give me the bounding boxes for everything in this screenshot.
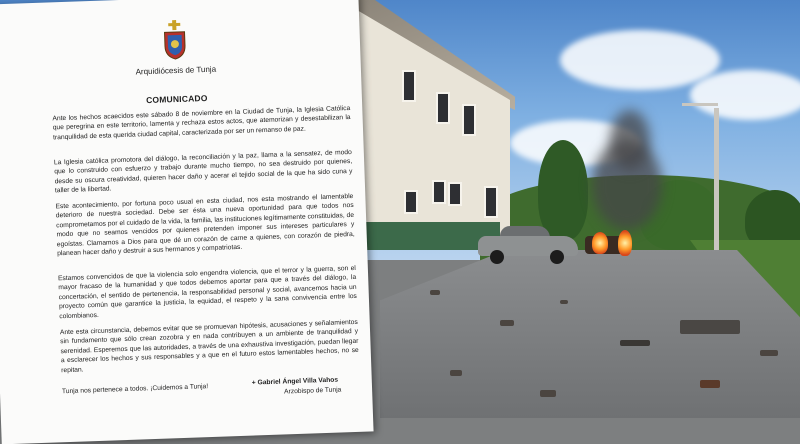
tree — [538, 140, 588, 240]
window — [484, 186, 498, 218]
window — [448, 182, 462, 206]
paragraph: Ante esta circunstancia, debemos evitar que se promuevan hipótesis, acusaciones y señalamientos sin fundamento que sólo crean zozobra y en nada contribuyen a un ambiente de tranquilidad y serenidad. Esperemos que las autoridades, a través de una exhaustiva investigación, puedan llegar a esclarecer los hechos y sus responsables y a que en el futuro estos lamentables hechos, no se repitan. — [59, 318, 359, 374]
archdiocese-label: Arquidiócesis de Tunja — [135, 64, 217, 77]
fire — [618, 230, 632, 256]
window — [436, 92, 450, 124]
window — [402, 70, 416, 102]
communique-document — [0, 0, 374, 444]
debris — [560, 300, 568, 304]
cloud — [560, 30, 720, 90]
paragraph: Ante los hechos acaecidos este sábado 8 de noviembre en la Ciudad de Tunja, la Iglesia Católica que peregrina en este territorio, lamenta y rechaza estos actos, que atemorizan y desestabilizan la tranquilidad de esta querida ciudad capital, caracterizada por ser un remanso de paz. — [52, 104, 351, 142]
document-title: COMUNICADO — [145, 92, 208, 106]
window — [432, 180, 446, 204]
paragraph: Este acontecimiento, por fortuna poco usual en esta ciudad, nos esta mostrando el lamentable deterioro de nuestra sociedad. Debe ser ésta una nueva oportunidad para que todos nos comprometamos por el cuidado de la vida, la familia, las instituciones legítimamente constituidas, de modo que no seamos vencidos por quienes pretenden imponer sus intereses particulares y egoístas. Clamamos a Dios para que dé un corazón de carne a quienes, con corazón de piedra, planean hacer daño y destruir a sus hermanos y compatriotas. — [55, 192, 355, 258]
parked-car — [478, 226, 578, 262]
paragraph: La Iglesia católica promotora del diálogo, la reconciliación y la paz, llama a la sensatez, de modo que lo construido con esfuerzo y trabajo durante mucho tiempo, no sea destruido por quienes, desde su oscura creatividad, quieren hacer daño y acerar el tejido social de la que ha sido cuna y taller de la libertad. — [53, 148, 353, 195]
fire — [592, 232, 608, 254]
smoke-plume — [610, 110, 650, 170]
archdiocese-coat-of-arms-icon — [159, 20, 190, 61]
cloud — [690, 70, 800, 120]
debris — [620, 340, 650, 346]
signatory-role: Arzobispo de Tunja — [284, 386, 342, 396]
closing-line: Tunja nos pertenece a todos. ¡Cuidemos a Tunja! — [61, 383, 209, 396]
debris — [700, 380, 720, 388]
debris — [450, 370, 462, 376]
debris — [430, 290, 440, 295]
debris — [680, 320, 740, 334]
window — [404, 190, 418, 214]
paragraph: Estamos convencidos de que la violencia solo engendra violencia, que el terror y la guerra, son el mayor fracaso de la humanidad y que todos debemos aportar para que a través del diálogo, la concertación, el sentido de pertenencia, la responsabilidad personal y social, avancemos hacia un proyecto común que garantice la justicia, la equidad, el respeto y la sana convivencia entre los colombianos. — [57, 264, 357, 320]
street-lamp-pole — [714, 108, 719, 260]
debris — [540, 390, 556, 397]
debris — [760, 350, 778, 356]
road — [380, 250, 800, 418]
window — [462, 104, 476, 136]
debris — [500, 320, 514, 326]
signatory-name: + Gabriel Ángel Villa Vahos — [251, 376, 339, 387]
street-lamp-arm — [682, 103, 718, 106]
